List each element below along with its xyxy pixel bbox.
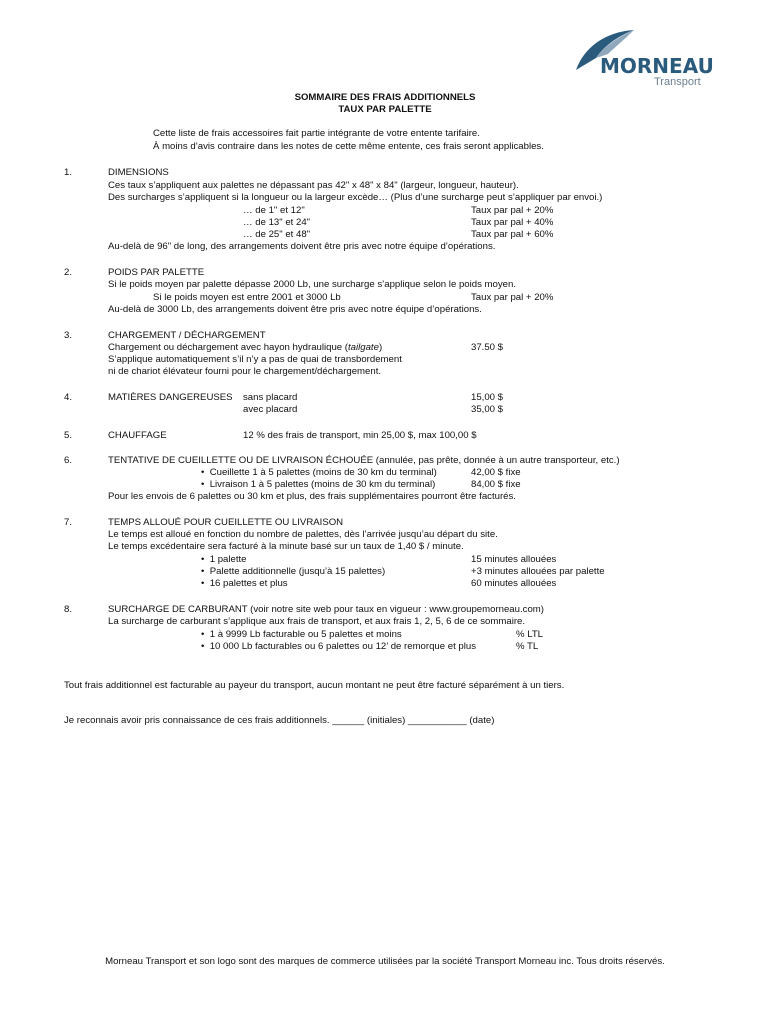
section-6-bullet: • Cueillette 1 à 5 palettes (moins de 30 km du terminal): [201, 467, 437, 478]
section-3-price: 37.50 $: [471, 342, 504, 353]
section-4-heading: MATIÈRES DANGEREUSES: [108, 392, 233, 403]
morneau-logo: [574, 28, 714, 92]
section-3-heading: CHARGEMENT / DÉCHARGEMENT: [108, 330, 266, 341]
section-8-rate: % TL: [516, 641, 539, 652]
section-1-text: Au-delà de 96" de long, des arrangements doivent être pris avec notre équipe d’opérations.: [108, 241, 496, 252]
section-7-allowance: 15 minutes allouées: [471, 554, 557, 565]
acknowledgement-line: Je reconnais avoir pris connaissance de ces frais additionnels. ______ (initiales) ___________ (date): [64, 715, 495, 726]
section-7-allowance: 60 minutes allouées: [471, 578, 557, 589]
section-2-text: Au-delà de 3000 Lb, des arrangements doivent être pris avec notre équipe d’opérations.: [108, 304, 482, 315]
section-1-rate: Taux par pal + 60%: [471, 229, 554, 240]
section-1-number: 1.: [64, 167, 73, 178]
section-1-text: Ces taux s’appliquent aux palettes ne dépassant pas 42" x 48" x 84" (largeur, longueur, hauteur).: [108, 180, 519, 191]
section-3-number: 3.: [64, 330, 73, 341]
section-6-price: 84,00 $ fixe: [471, 479, 521, 490]
section-1-rate: Taux par pal + 20%: [471, 205, 554, 216]
section-3-text: ni de chariot élévateur fourni pour le chargement/déchargement.: [108, 366, 382, 377]
page-footer: Morneau Transport et son logo sont des marques de commerce utilisées par la société Transport Morneau inc. Tous droits réservés.: [105, 956, 665, 967]
section-7-number: 7.: [64, 517, 73, 528]
section-6-number: 6.: [64, 455, 73, 466]
section-4-price: 35,00 $: [471, 404, 504, 415]
section-5-heading: CHAUFFAGE: [108, 430, 167, 441]
section-2-range: Si le poids moyen est entre 2001 et 3000 Lb: [153, 292, 341, 303]
section-7-bullet: • 1 palette: [201, 554, 247, 565]
section-6-bullet: • Livraison 1 à 5 palettes (moins de 30 km du terminal): [201, 479, 436, 490]
section-7-heading: TEMPS ALLOUÉ POUR CUEILLETTE OU LIVRAISON: [108, 517, 344, 528]
section-1-range: … de 13" et 24": [243, 217, 311, 228]
section-8-rate: % LTL: [516, 629, 544, 640]
section-5-text: 12 % des frais de transport, min 25,00 $, max 100,00 $: [243, 430, 477, 441]
section-1-range: … de 25" et 48": [243, 229, 311, 240]
section-2-heading: POIDS PAR PALETTE: [108, 267, 205, 278]
section-1-rate: Taux par pal + 40%: [471, 217, 554, 228]
section-6-price: 42,00 $ fixe: [471, 467, 521, 478]
document-subtitle: TAUX PAR PALETTE: [338, 104, 432, 115]
section-6-text: Pour les envois de 6 palettes ou 30 km et plus, des frais supplémentaires pourront être facturés.: [108, 491, 516, 502]
tailgate-term: tailgate: [348, 342, 379, 353]
section-8-bullet: • 1 à 9999 Lb facturable ou 5 palettes et moins: [201, 629, 402, 640]
intro-line-2: À moins d’avis contraire dans les notes de cette même entente, ces frais seront applicables.: [153, 141, 544, 152]
section-4-number: 4.: [64, 392, 73, 403]
section-4-option: avec placard: [243, 404, 298, 415]
section-8-number: 8.: [64, 604, 73, 615]
section-7-allowance: +3 minutes allouées par palette: [471, 566, 605, 577]
section-4-price: 15,00 $: [471, 392, 504, 403]
logo-wordmark: MORNEAU: [600, 54, 714, 78]
section-7-text: Le temps est alloué en fonction du nombre de palettes, dès l’arrivée jusqu’au départ du site.: [108, 529, 498, 540]
section-4-option: sans placard: [243, 392, 298, 403]
section-7-bullet: • Palette additionnelle (jusqu’à 15 palettes): [201, 566, 386, 577]
section-6-heading: TENTATIVE DE CUEILLETTE OU DE LIVRAISON ÉCHOUÉE (annulée, pas prête, donnée à un autre transporteur, etc.): [108, 455, 620, 466]
section-7-text: Le temps excédentaire sera facturé à la minute basé sur un taux de 1,40 $ / minute.: [108, 541, 464, 552]
closing-statement: Tout frais additionnel est facturable au payeur du transport, aucun montant ne peut être facturé séparément à un tiers.: [64, 680, 565, 691]
section-5-number: 5.: [64, 430, 73, 441]
section-1-heading: DIMENSIONS: [108, 167, 169, 178]
section-2-rate: Taux par pal + 20%: [471, 292, 554, 303]
section-1-text: Des surcharges s’appliquent si la longueur ou la largeur excède… (Plus d’une surcharge peut s’appliquer par envoi.): [108, 192, 603, 203]
section-1-range: … de 1" et 12": [243, 205, 305, 216]
logo-subtitle: Transport: [654, 76, 701, 88]
section-3-text: S’applique automatiquement s’il n’y a pas de quai de transbordement: [108, 354, 402, 365]
document-title: SOMMAIRE DES FRAIS ADDITIONNELS: [294, 92, 476, 103]
section-2-number: 2.: [64, 267, 73, 278]
section-8-text: La surcharge de carburant s’applique aux frais de transport, et aux frais 1, 2, 5, 6 de ce sommaire.: [108, 616, 526, 627]
section-2-text: Si le poids moyen par palette dépasse 2000 Lb, une surcharge s’applique selon le poids moyen.: [108, 279, 517, 290]
section-8-heading: SURCHARGE DE CARBURANT (voir notre site web pour taux en vigueur : www.groupemorneau.com): [108, 604, 544, 615]
section-7-bullet: • 16 palettes et plus: [201, 578, 288, 589]
section-3-text: Chargement ou déchargement avec hayon hydraulique (tailgate): [108, 342, 383, 353]
intro-line-1: Cette liste de frais accessoires fait partie intégrante de votre entente tarifaire.: [153, 128, 480, 139]
section-8-bullet: • 10 000 Lb facturables ou 6 palettes ou 12’ de remorque et plus: [201, 641, 477, 652]
